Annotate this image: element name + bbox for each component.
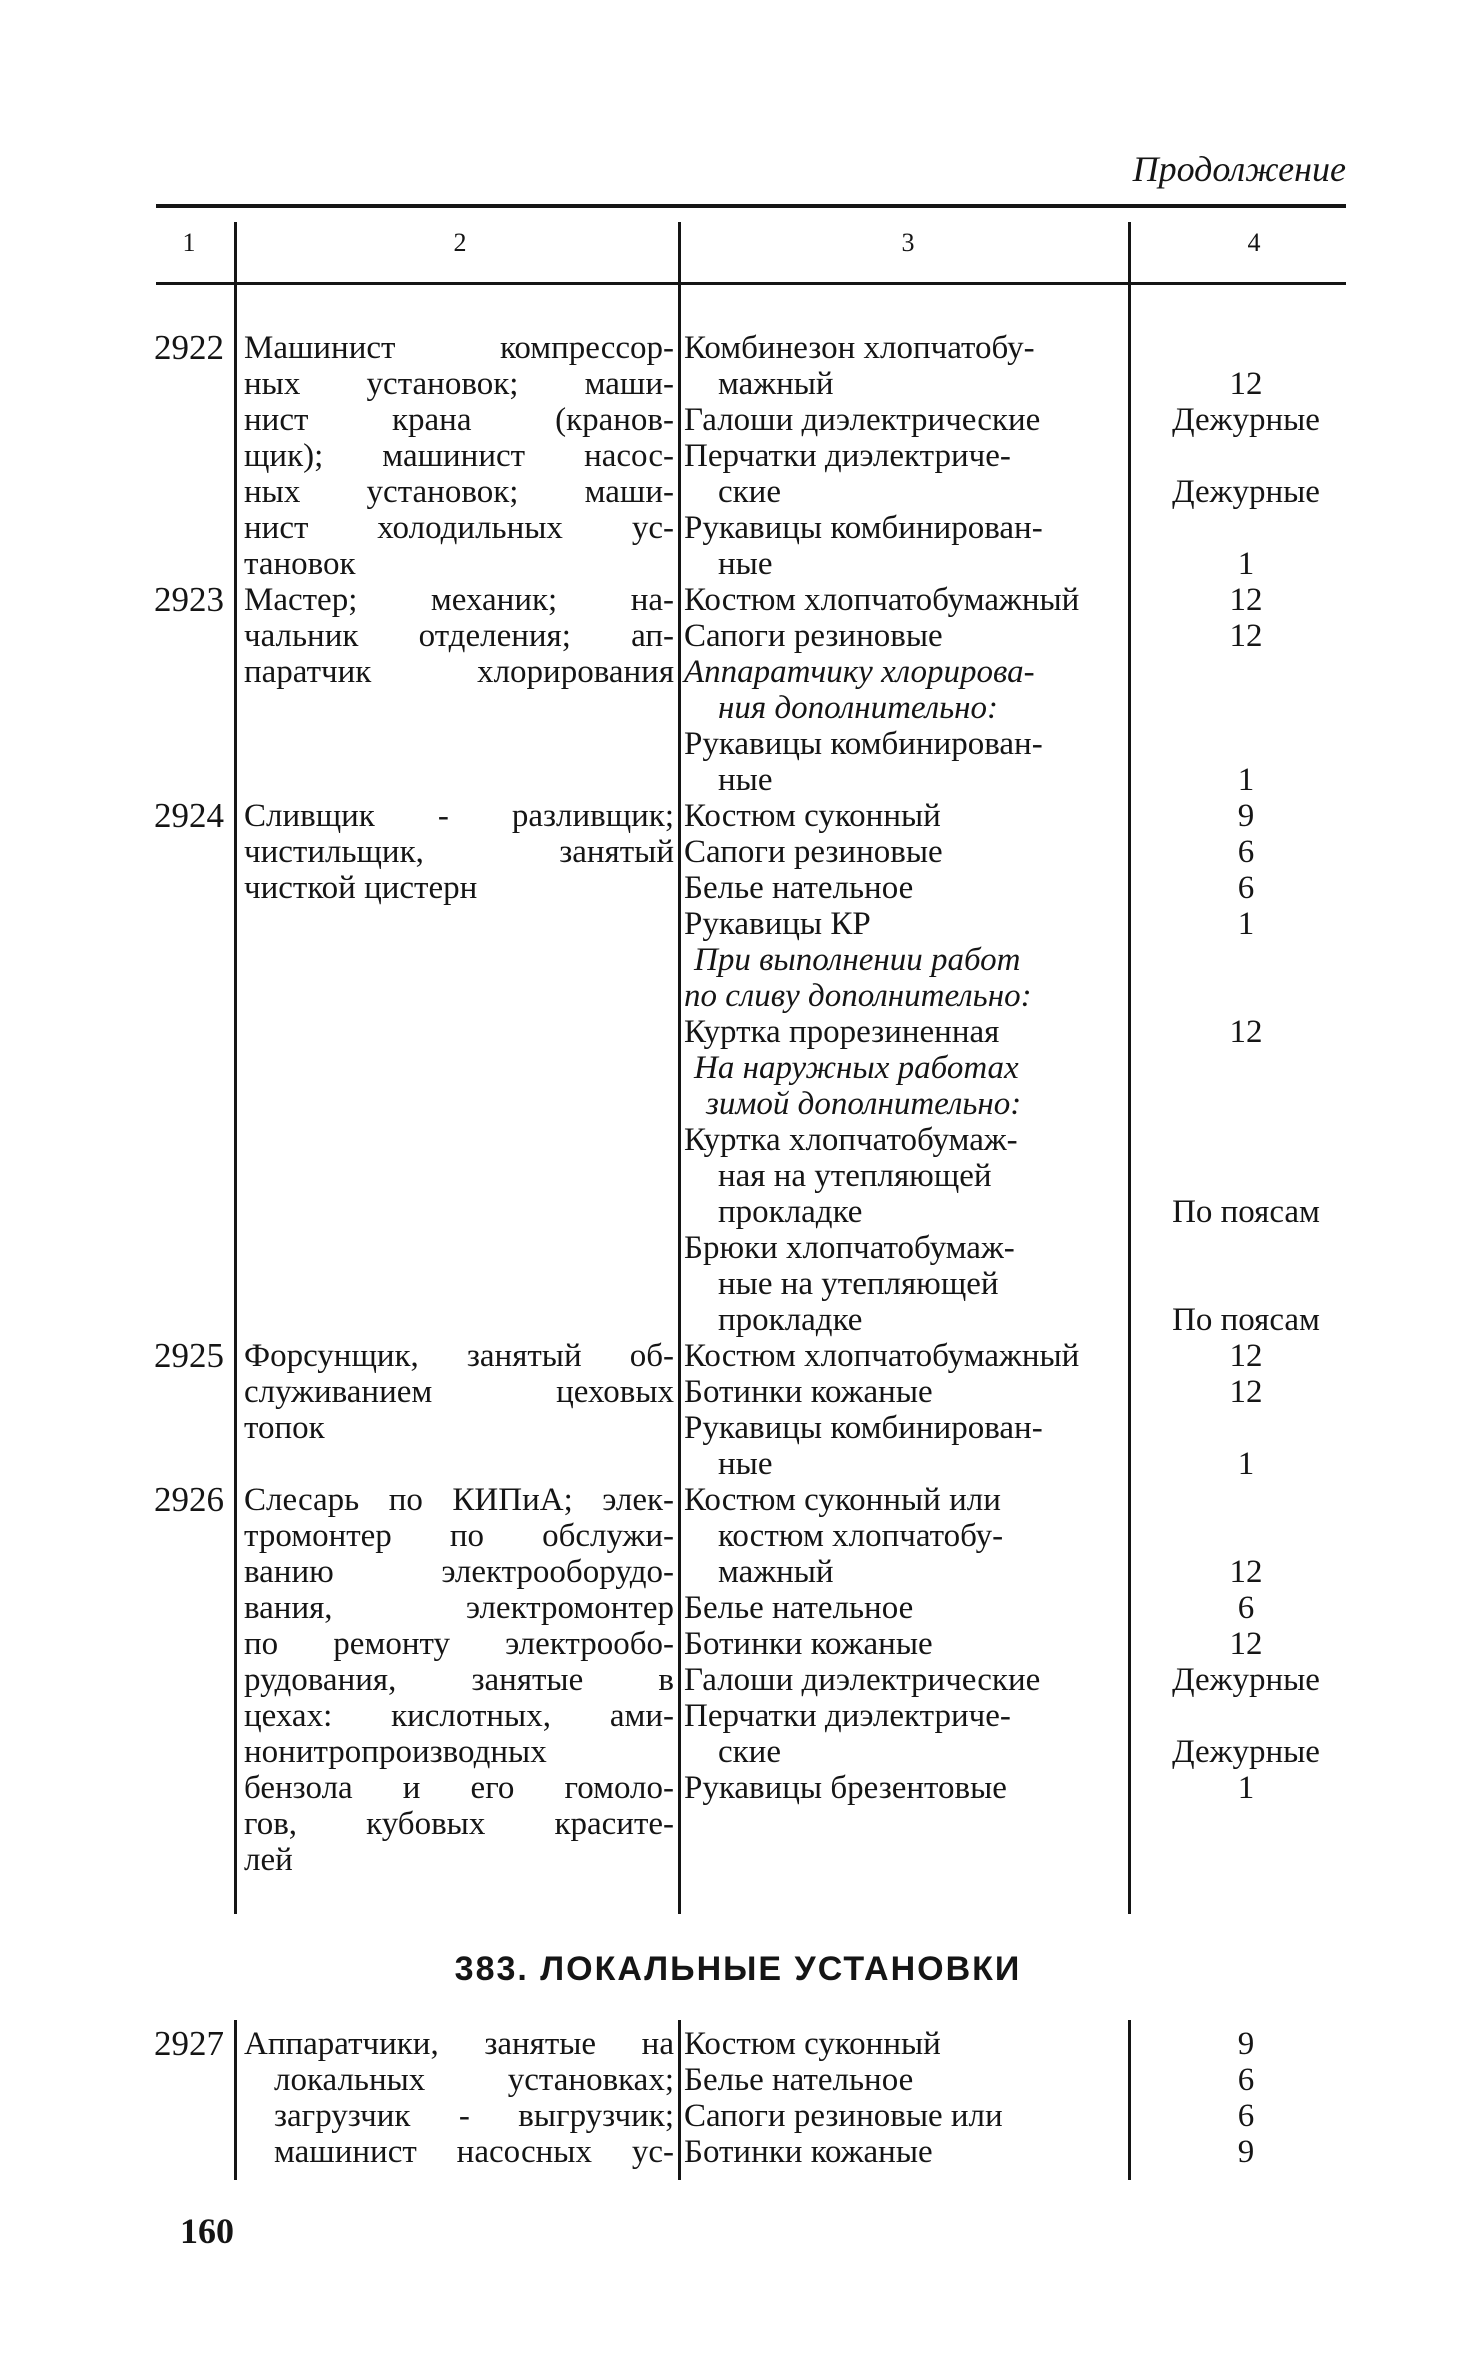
issue-value: 9 [1237,2134,1255,2170]
entry-number: 2925 [154,1336,224,1375]
continuation-label: Продолжение [1132,149,1346,189]
entry-number: 2924 [154,796,224,835]
issue-value: 12 [1229,366,1263,402]
occupation-text: Аппаратчики, занятые на локальных установках; загрузчик - выгрузчик; машинист насосных ус- [244,2026,674,2170]
issue-value: Дежурные [1172,474,1320,510]
entry-number: 2927 [154,2024,224,2063]
item-text: мажный [718,1554,834,1590]
item-text: Куртка хлопчатобумаж- [684,1122,1018,1158]
top-rule [156,204,1346,208]
item-text: ские [718,474,781,510]
item-text: прокладке [718,1302,863,1338]
issue-value: 1 [1237,1446,1255,1482]
item-text: Ботинки кожаные [684,2134,933,2170]
item-text: Комбинезон хлопчатобу- [684,330,1035,366]
issue-value: 12 [1229,1554,1263,1590]
item-text: Галоши диэлектрические [684,1662,1041,1698]
issue-value: 12 [1229,1338,1263,1374]
item-text: ная на утепляющей [718,1158,992,1194]
occupation-text: Машинист компрессор- ных установок; маши- нист крана (кранов- щик); машинист насос- ных установок; маши- нист холодильных ус- тановок [244,330,674,582]
item-text: Костюм хлопчатобумажный [684,582,1080,618]
item-text: Костюм суконный [684,2026,941,2062]
entry-number: 2922 [154,328,224,367]
issue-value: 12 [1229,582,1263,618]
item-text: Белье нательное [684,870,914,906]
issue-value: 9 [1237,2026,1255,2062]
item-text: Костюм хлопчатобумажный [684,1338,1080,1374]
entry-number: 2923 [154,580,224,619]
entry-number: 2926 [154,1480,224,1519]
issue-value: 12 [1229,618,1263,654]
item-text: Белье нательное [684,2062,914,2098]
column-number-1: 1 [182,228,196,257]
note-text: ния дополнительно: [718,690,999,726]
issue-value: По поясам [1172,1194,1320,1230]
item-text: Рукавицы комбинирован- [684,726,1043,762]
item-text: Куртка прорезиненная [684,1014,1000,1050]
item-text: Перчатки диэлектриче- [684,438,1011,474]
note-text: На наружных работах [694,1050,1019,1086]
item-text: Костюм суконный [684,798,941,834]
column-divider-1 [234,2020,237,2180]
issue-value: 6 [1237,834,1255,870]
item-text: Костюм суконный или [684,1482,1001,1518]
column-number-4: 4 [1247,228,1261,257]
item-text: Сапоги резиновые или [684,2098,1003,2134]
issue-value: 12 [1229,1626,1263,1662]
column-divider-2 [678,2020,681,2180]
item-text: костюм хлопчатобу- [718,1518,1004,1554]
note-text: Аппаратчику хлорирова- [684,654,1035,690]
occupation-text: Форсунщик, занятый об- служиванием цеховых топок [244,1338,674,1446]
issue-value: 6 [1237,870,1255,906]
item-text: ные [718,762,773,798]
item-text: Рукавицы комбинирован- [684,1410,1043,1446]
issue-value: Дежурные [1172,1662,1320,1698]
item-text: Сапоги резиновые [684,834,943,870]
item-text: Белье нательное [684,1590,914,1626]
issue-value: 1 [1237,1770,1255,1806]
item-text: Ботинки кожаные [684,1374,933,1410]
issue-value: 1 [1237,906,1255,942]
item-text: ные [718,1446,773,1482]
issue-value: 6 [1237,1590,1255,1626]
item-text: Ботинки кожаные [684,1626,933,1662]
note-text: по сливу дополнительно: [684,978,1032,1014]
issue-value: 9 [1237,798,1255,834]
item-text: Перчатки диэлектриче- [684,1698,1011,1734]
note-text: При выполнении работ [694,942,1021,978]
item-text: Сапоги резиновые [684,618,943,654]
item-text: ные [718,546,773,582]
item-text: Рукавицы комбинирован- [684,510,1043,546]
occupation-text: Слесарь по КИПиА; элек- тромонтер по обслужи- ванию электрооборудо- вания, электромонтер по ремонту электрообо- рудования, занятые в цехах: кислотных, ами- нонитропроизводных бензола и его гомоло- гов, кубовых красите- лей [244,1482,674,1878]
issue-value: 12 [1229,1374,1263,1410]
issue-value: 6 [1237,2098,1255,2134]
column-divider-1 [234,222,237,1914]
occupation-text: Сливщик - разливщик; чистильщик, занятый чисткой цистерн [244,798,674,906]
item-text: Галоши диэлектрические [684,402,1041,438]
issue-value: 1 [1237,546,1255,582]
item-text: мажный [718,366,834,402]
issue-value: 1 [1237,762,1255,798]
issue-value: Дежурные [1172,402,1320,438]
item-text: Рукавицы КР [684,906,871,942]
header-rule [156,282,1346,285]
page-number: 160 [180,2211,234,2251]
column-divider-2 [678,222,681,1914]
note-text: зимой дополнительно: [706,1086,1022,1122]
column-number-2: 2 [453,228,467,257]
item-text: ные на утепляющей [718,1266,999,1302]
issue-value: По поясам [1172,1302,1320,1338]
item-text: ские [718,1734,781,1770]
issue-value: Дежурные [1172,1734,1320,1770]
section-heading: 383. ЛОКАЛЬНЫЕ УСТАНОВКИ [454,1950,1022,1988]
item-text: прокладке [718,1194,863,1230]
item-text: Рукавицы брезентовые [684,1770,1007,1806]
column-number-3: 3 [901,228,915,257]
issue-value: 6 [1237,2062,1255,2098]
occupation-text: Мастер; механик; на- чальник отделения; ап- паратчик хлорирования [244,582,674,690]
item-text: Брюки хлопчатобумаж- [684,1230,1015,1266]
issue-value: 12 [1229,1014,1263,1050]
